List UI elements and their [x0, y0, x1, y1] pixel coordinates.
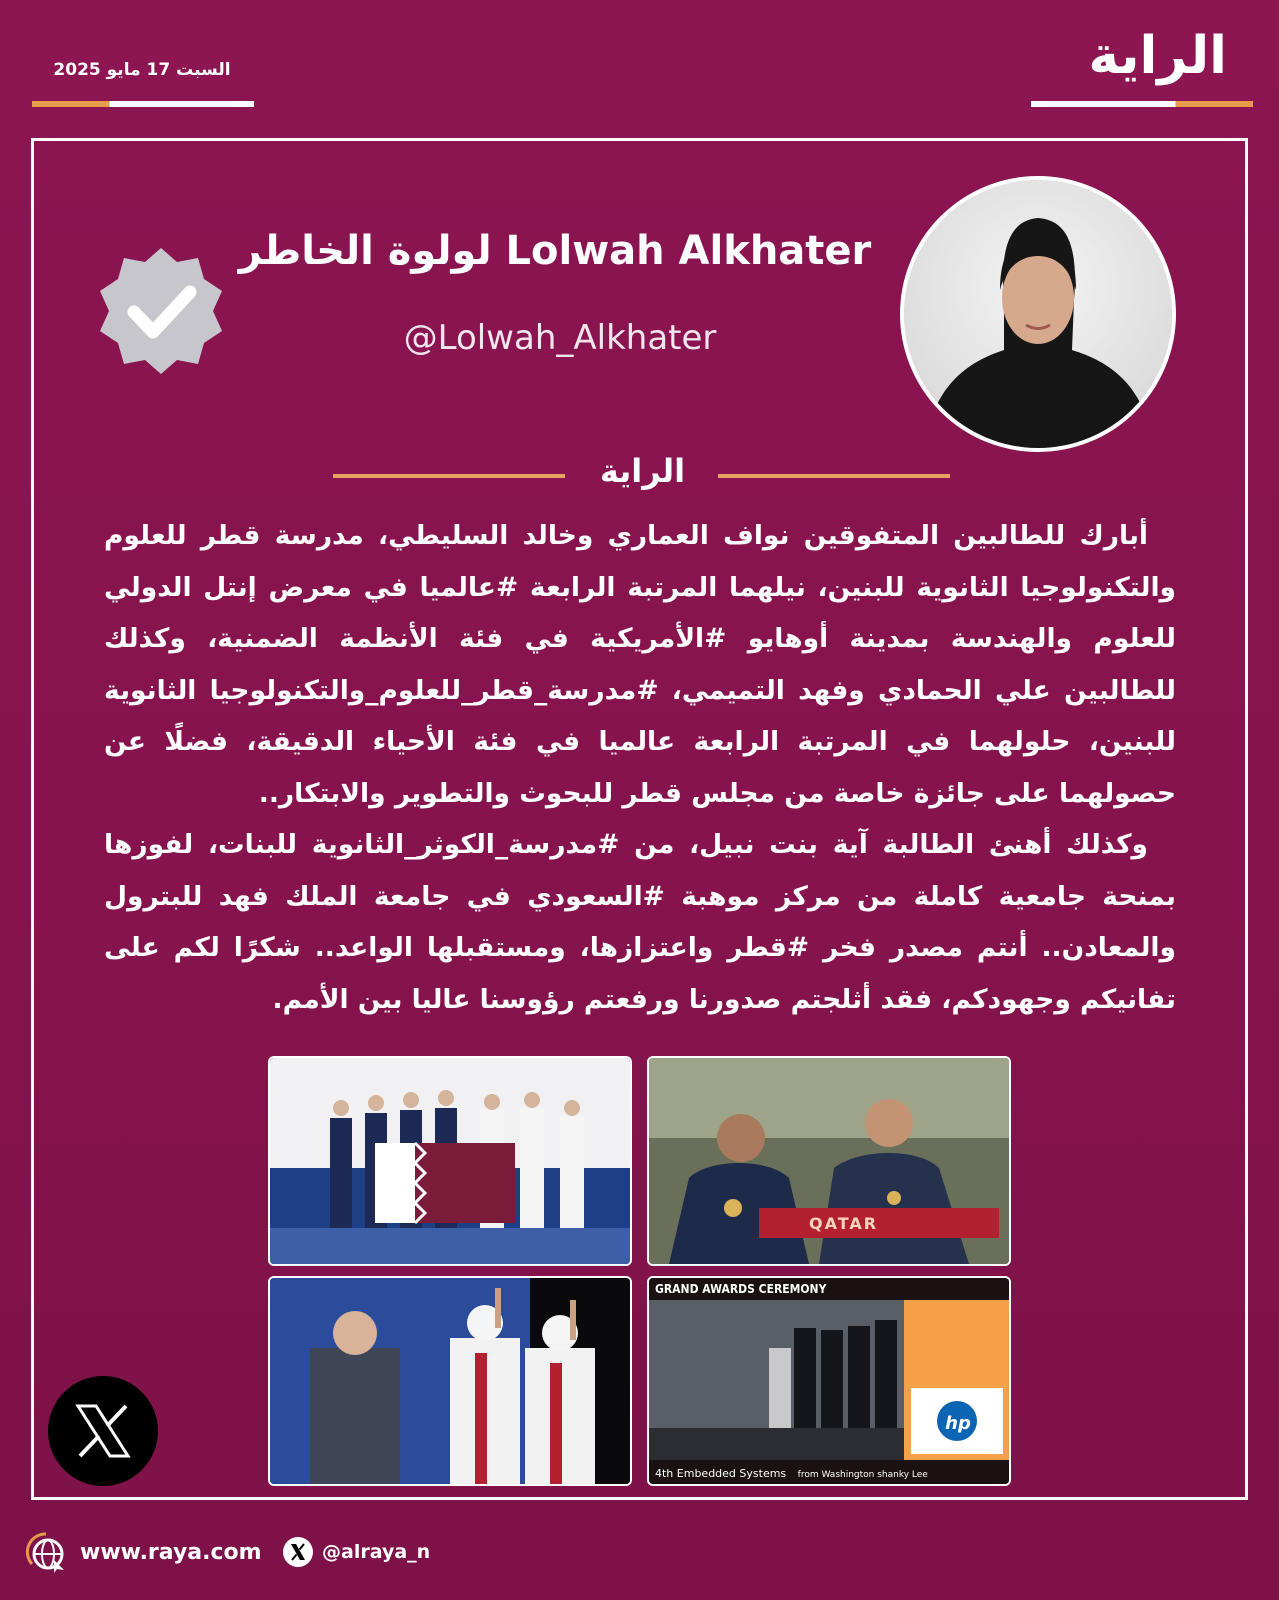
team-flag-image [270, 1058, 630, 1264]
avatar [900, 176, 1176, 452]
website-url: www.raya.com [80, 1539, 262, 1565]
profile-handle[interactable]: @Lolwah_Alkhater [403, 318, 717, 358]
alraya-logo-text: الراية [1088, 26, 1227, 86]
post-paragraph: أبارك للطالبين المتفوقين نواف العماري وخالد السليطي، مدرسة قطر للعلوم والتكنولوجيا الثانوية للبنين، نيلهما المرتبة الرابعة #عالميا في معرض إنتل الدولي للعلوم والهندسة بمدينة أوهايو #الأمريكية في فئة الأنظمة الضمنية، وكذلك للطالبين علي الحمادي وفهد التميمي، #مدرسة_قطر_للعلوم_والتكنولوجيا الثانوية للبنين، حلولهما في المرتبة الرابعة عالميا في فئة الأحياء الدقيقة، فضلًا عن حصولهما على جائزة خاصة من مجلس قطر للبحوث والتطوير والابتكار.. [104, 520, 1176, 809]
x-handle: @alraya_n [322, 1541, 431, 1563]
ceremony-footer [655, 1467, 928, 1480]
post-paragraph: وكذلك أهنئ الطالبة آية بنت نبيل، من #مدرسة_الكوثر_الثانوية للبنات، لفوزها بمنحة جامعية كاملة من مركز موهبة #السعودي في جامعة الملك فهد للبترول والمعادن.. أنتم مصدر فخر #قطر واعتزازها، ومستقبلها الواعد.. شكرًا لكم على تفانيكم وجهودكم، فقد أثلجتم صدورنا ورفعتم رؤوسنا عاليا بين الأمم. [104, 829, 1176, 1015]
grand-awards-image [649, 1278, 1009, 1484]
hp-logo: hp [945, 1413, 971, 1434]
divider-left [333, 474, 565, 478]
ceremony-label: GRAND AWARDS CEREMONY [655, 1282, 827, 1296]
ceremony-category: 4th Embedded Systems [655, 1467, 787, 1480]
publish-date: السبت 17 مايو 2025 [53, 60, 231, 80]
alraya-logo[interactable] [1037, 22, 1227, 90]
logo-underline [1031, 101, 1253, 107]
students-scarf-image [649, 1058, 1009, 1264]
scarf-text: QATAR [809, 1214, 879, 1233]
footer-website[interactable] [24, 1530, 262, 1574]
x-small-icon [282, 1536, 314, 1568]
divider-logo: الراية [599, 452, 686, 490]
photo-qatar-scarf[interactable] [647, 1056, 1011, 1266]
photo-grand-awards[interactable] [647, 1276, 1011, 1486]
photo-celebration[interactable] [268, 1276, 632, 1486]
photo-team-flag[interactable] [268, 1056, 632, 1266]
ceremony-subtitle: from Washington shanky Lee [797, 1470, 928, 1480]
profile-name: Lolwah Alkhater لولوة الخاطر [238, 228, 872, 274]
divider-right [718, 474, 950, 478]
avatar-portrait-image [904, 180, 1172, 448]
verified-icon [96, 246, 226, 376]
x-icon [72, 1400, 134, 1462]
footer-x-handle[interactable] [282, 1534, 430, 1570]
globe-icon [24, 1530, 68, 1574]
post-text [104, 510, 1176, 1025]
x-logo-badge[interactable] [48, 1376, 158, 1486]
celebration-image [270, 1278, 630, 1484]
date-underline [32, 101, 254, 107]
